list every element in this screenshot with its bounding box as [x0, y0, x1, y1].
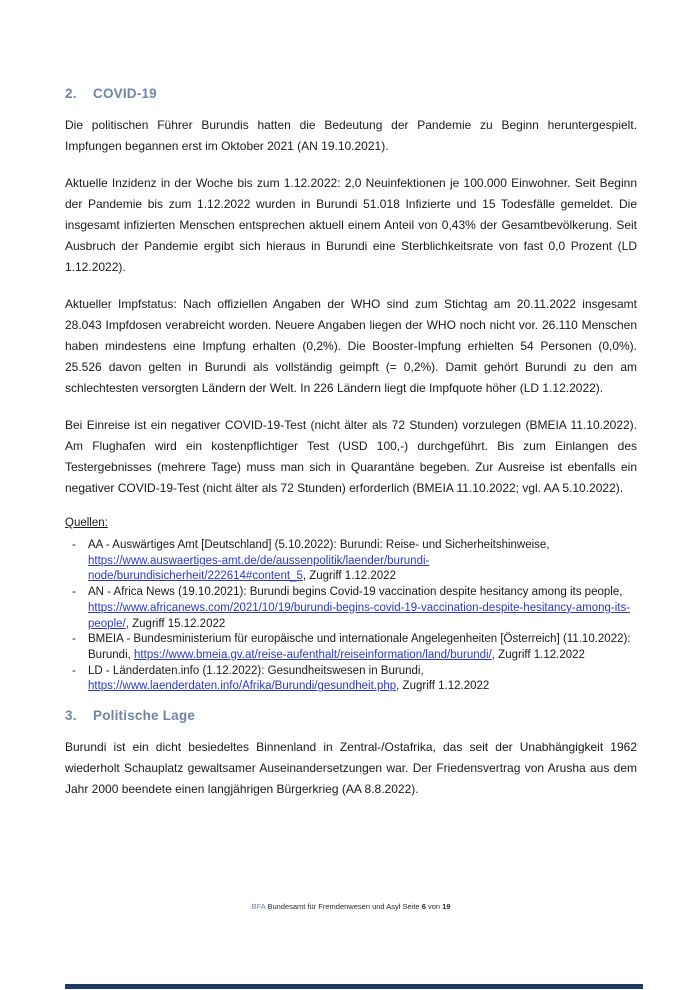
footer-org-text: Bundesamt für Fremdenwesen und Asyl Seite	[267, 902, 420, 911]
source-link-bmeia[interactable]: https://www.bmeia.gv.at/reise-aufenthalt/reiseinformation/land/burundi/	[134, 648, 492, 661]
covid-paragraph-3: Aktueller Impfstatus: Nach offiziellen Angaben der WHO sind zum Stichtag am 20.11.2022 insgesamt 28.043 Impfdosen verabreicht worden. Neuere Angaben liegen der WHO noch nicht vor. 26.110 Menschen haben mindestens eine Impfung erhalten (0,2%). Die Booster-Impfung erhielten 54 Personen (0,0%). 25.526 davon gelten in Burundi als vollständig geimpft (= 0,2%). Damit gehört Burundi zu den am schlechtesten versorgten Ländern der Welt. In 226 Ländern liegt die Impfquote höher (LD 1.12.2022).	[65, 297, 637, 395]
covid-paragraph-2: Aktuelle Inzidenz in der Woche bis zum 1.12.2022: 2,0 Neuinfektionen je 100.000 Einwohner. Seit Beginn der Pandemie bis zum 1.12.2022 wurden in Burundi 51.018 Infizierte und 15 Todesfälle gemeldet. Die insgesamt infizierten Menschen entsprechen aktuell einem Anteil von 0,43% der Gesamtbevölkerung. Seit Ausbruch der Pandemie ergibt sich hieraus in Burundi eine Sterblichkeitsrate von fast 0,0 Prozent (LD 1.12.2022).	[65, 176, 637, 274]
bfa-logo: .BFA	[249, 902, 266, 911]
footer-page-total: 19	[442, 902, 451, 911]
sources-list	[65, 538, 637, 695]
footer-von: von	[427, 902, 441, 911]
source-item-aa	[65, 538, 637, 585]
covid-paragraph-4: Bei Einreise ist ein negativer COVID-19-Test (nicht älter als 72 Stunden) vorzulegen (BMEIA 11.10.2022). Am Flughafen wird ein kostenpflichtiger Test (USD 100,-) durchgeführt. Bis zum Einlangen des Testergebnisses (mehrere Tage) muss man sich in Quarantäne begeben. Zur Ausreise ist ebenfalls ein negativer COVID-19-Test (nicht älter als 72 Stunden) erforderlich (BMEIA 11.10.2022; vgl. AA 5.10.2022).	[65, 418, 637, 495]
list-dash: -	[72, 539, 76, 551]
politik-paragraph-1: Burundi ist ein dicht besiedeltes Binnenland in Zentral-/Ostafrika, das seit der Unabhängigkeit 1962 wiederholt Schauplatz gewaltsamer Auseinandersetzungen war. Der Friedensvertrag von Arusha aus dem Jahr 2000 beendete einen langjährigen Bürgerkrieg (AA 8.8.2022).	[65, 740, 637, 797]
sources-label: Quellen:	[65, 517, 108, 529]
footer-page-number: 6	[421, 902, 426, 911]
source-item-bmeia	[65, 632, 637, 663]
list-dash: -	[72, 586, 76, 599]
source-access: , Zugriff 1.12.2022	[491, 648, 585, 661]
list-dash: -	[72, 633, 76, 646]
footer-bar	[65, 984, 643, 989]
source-item-an	[65, 585, 637, 632]
source-text: AA - Auswärtiges Amt [Deutschland] (5.10.2022): Burundi: Reise- und Sicherheitshinweise,	[88, 539, 550, 551]
source-text: AN - Africa News (19.10.2021): Burundi begins Covid-19 vaccination despite hesitancy among its people,	[88, 586, 623, 599]
section-title: COVID-19	[93, 86, 157, 101]
section-heading-politische-lage	[65, 708, 637, 724]
section-number: 2.	[65, 86, 77, 101]
section-heading-covid	[65, 86, 637, 102]
source-text: LD - Länderdaten.info (1.12.2022): Gesundheitswesen in Burundi,	[88, 664, 424, 677]
page-footer	[0, 902, 700, 912]
source-link-ld[interactable]: https://www.laenderdaten.info/Afrika/Burundi/gesundheit.php	[88, 680, 397, 693]
covid-paragraph-1: Die politischen Führer Burundis hatten die Bedeutung der Pandemie zu Beginn heruntergespielt. Impfungen begannen erst im Oktober 2021 (AN 19.10.2021).	[65, 118, 637, 153]
section-number: 3.	[65, 708, 77, 724]
source-access: , Zugriff 1.12.2022	[302, 570, 396, 583]
source-link-aa[interactable]: https://www.auswaertiges-amt.de/de/aussenpolitik/laender/burundi-node/burundisicherheit/222614#content_5	[88, 554, 430, 583]
source-access: , Zugriff 1.12.2022	[396, 680, 490, 693]
source-item-ld	[65, 664, 637, 695]
source-access: , Zugriff 15.12.2022	[125, 617, 226, 630]
list-dash: -	[72, 664, 76, 677]
source-link-an[interactable]: https://www.africanews.com/2021/10/19/burundi-begins-covid-19-vaccination-despite-hesitancy-among-its-people/	[88, 601, 631, 630]
section-title: Politische Lage	[93, 708, 196, 724]
source-text: BMEIA - Bundesministerium für europäische und internationale Angelegenheiten [Österreich] (11.10.2022): Burundi,	[88, 633, 631, 661]
